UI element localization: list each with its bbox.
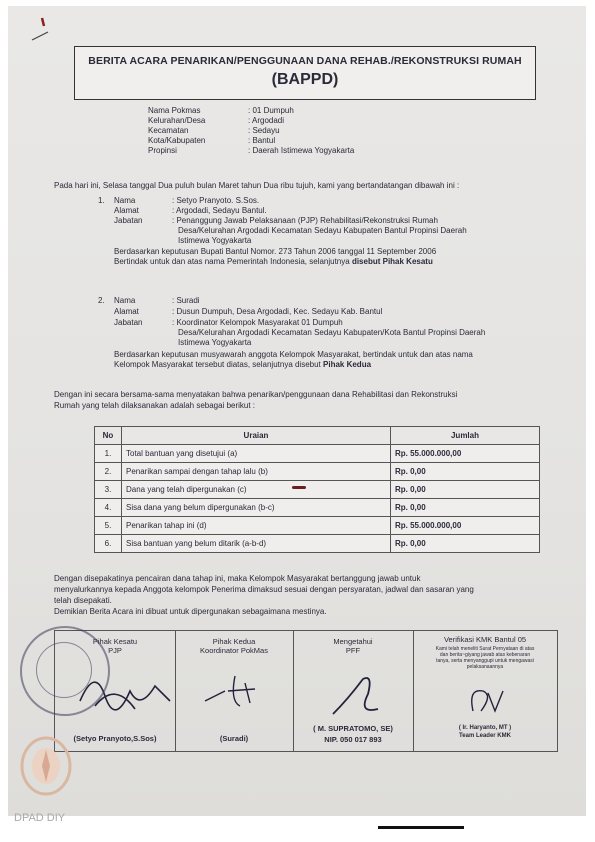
- signature-3-name: ( M. SUPRATOMO, SE): [313, 724, 393, 733]
- party-2-jabatan: : Koordinator Kelompok Masyarakat 01 Dumpuh: [172, 318, 343, 327]
- table-row: [95, 463, 540, 481]
- party-1: [98, 196, 558, 286]
- row-uraian: Total bantuan yang disetujui (a): [122, 445, 391, 463]
- title-box: [74, 46, 536, 100]
- party-2-nama-label: Nama: [114, 296, 136, 305]
- row-jumlah: Rp. 0,00: [391, 499, 540, 517]
- row-uraian: Sisa dana yang belum dipergunakan (b-c): [122, 499, 391, 517]
- signature-4-heading: Verifikasi KMK Bantul 05: [443, 635, 527, 644]
- signature-2-role: Koordinator PokMas: [200, 646, 268, 655]
- party-2-number: 2.: [98, 296, 105, 305]
- row-uraian: Dana yang telah dipergunakan (c): [122, 481, 391, 499]
- party-2-jabatan-2: Desa/Kelurahan Argodadi Kecamatan Sedayu Kabupaten/Kota Bantul Propinsi Daerah: [178, 328, 486, 337]
- closing-line-2: menyalurkannya kepada Anggota kelompok Penerima dimaksud sesuai dengan persyaratan, jadwal dan sasaran yang: [54, 585, 474, 594]
- closing-line-1: Dengan disepakatinya pencairan dana tahap ini, maka Kelompok Masyarakat bertanggung jawab untuk: [54, 574, 421, 583]
- party-2-alamat-label: Alamat: [114, 307, 139, 316]
- signature-2-title: Pihak Kedua: [212, 637, 256, 646]
- info-label-pokmas: Nama Pokmas: [148, 106, 201, 115]
- signature-4-statement: [419, 646, 551, 670]
- party-1-role: disebut Pihak Kesatu: [351, 257, 433, 266]
- table-row: [95, 481, 540, 499]
- signature-2-heading: [175, 637, 293, 655]
- party-1-alamat-label: Alamat: [114, 206, 139, 215]
- info-value-desa: : Argodadi: [248, 116, 285, 125]
- signature-3-nip: NIP. 050 017 893: [324, 735, 382, 744]
- signature-3-scribble: [323, 669, 393, 719]
- statement-line-2: Rumah yang telah dilaksanakan adalah sebagai berikut :: [54, 401, 256, 410]
- col-header-no: No: [95, 427, 122, 445]
- fund-table: [94, 426, 540, 553]
- info-value-kecamatan: : Sedayu: [248, 126, 280, 135]
- row-uraian: Penarikan sampai dengan tahap lalu (b): [122, 463, 391, 481]
- col-header-uraian: Uraian: [122, 427, 391, 445]
- intro-text: Pada hari ini, Selasa tanggal Dua puluh bulan Maret tahun Dua ribu tujuh, kami yang bertandatangan dibawah ini :: [54, 181, 460, 190]
- row-no: 1.: [95, 445, 122, 463]
- signature-verifikasi: [413, 631, 557, 751]
- signature-pihak-kedua: [175, 631, 294, 751]
- table-row: [95, 499, 540, 517]
- info-value-kabupaten: : Bantul: [248, 136, 276, 145]
- party-1-jabatan-3: Istimewa Yogyakarta: [178, 236, 252, 245]
- archive-logo-icon: [18, 732, 74, 804]
- party-2-basis-2: [114, 360, 371, 371]
- party-1-basis-2: [114, 257, 433, 268]
- info-value-propinsi: : Daerah Istimewa Yogyakarta: [248, 146, 355, 155]
- party-2: [98, 296, 558, 386]
- document-subtitle: (BAPPD): [271, 71, 339, 88]
- info-label-propinsi: Propinsi: [148, 146, 177, 155]
- table-header-row: [95, 427, 540, 445]
- stamp-inner-ring: [36, 642, 92, 698]
- signature-1-name: (Setyo Pranyoto,S.Sos): [73, 734, 157, 743]
- party-2-basis: Berdasarkan keputusan musyawarah anggota Kelompok Masyarakat, bertindak untuk dan atas nama: [114, 350, 473, 359]
- signature-4-scribble: [463, 683, 513, 717]
- party-1-number: 1.: [98, 196, 105, 205]
- row-jumlah: Rp. 55.000.000,00: [391, 445, 540, 463]
- row-jumlah: Rp. 0,00: [391, 535, 540, 553]
- signature-4-line-2: dan berita~giyang jawab atas kebenaran: [439, 652, 531, 658]
- party-1-jabatan-2: Desa/Kelurahan Argodadi Kecamatan Sedayu Kabupaten Bantul Propinsi Daerah: [178, 226, 467, 235]
- signature-4-role: Team Leader KMK: [459, 733, 511, 739]
- header-info: [148, 106, 408, 166]
- info-label-kabupaten: Kota/Kabupaten: [148, 136, 206, 145]
- signature-3-title: Mengetahui: [333, 637, 373, 646]
- party-2-jabatan-3: Istimewa Yogyakarta: [178, 338, 252, 347]
- table-row: [95, 535, 540, 553]
- document-page: [8, 6, 586, 816]
- party-1-alamat: : Argodadi, Sedayu Bantul.: [172, 206, 267, 215]
- party-1-nama: : Setyo Pranyoto. S.Sos.: [172, 196, 260, 205]
- signature-mengetahui: [293, 631, 414, 751]
- signature-4-line-3: tanya, serta menyanggupi untuk mengawasi: [436, 658, 534, 664]
- table-row: [95, 445, 540, 463]
- party-1-basis-2-text: Bertindak untuk dan atas nama Pemerintah Indonesia, selanjutnya: [114, 257, 352, 266]
- signature-3-heading: [293, 637, 413, 655]
- row-no: 3.: [95, 481, 122, 499]
- signature-4-line-1: Kami telah meneliti Surat Pernyataan di atas: [435, 646, 535, 652]
- row-uraian: Sisa bantuan yang belum ditarik (a-b-d): [122, 535, 391, 553]
- info-label-desa: Kelurahan/Desa: [148, 116, 206, 125]
- row-jumlah: Rp. 55.000.000,00: [391, 517, 540, 535]
- signature-1-role: PJP: [108, 646, 122, 655]
- party-1-basis: Berdasarkan keputusan Bupati Bantul Nomor. 273 Tahun 2006 tanggal 11 September 2006: [114, 247, 437, 256]
- watermark-label: DPAD DIY: [14, 812, 66, 824]
- ink-mark: [292, 486, 306, 489]
- signature-3-role: PFF: [345, 646, 361, 655]
- document-title: BERITA ACARA PENARIKAN/PENGGUNAAN DANA REHAB./REKONSTRUKSI RUMAH: [88, 55, 522, 67]
- signature-4-name: ( Ir. Haryanto, MT ): [458, 725, 512, 731]
- party-2-role: Pihak Kedua: [323, 360, 372, 369]
- signature-4-line-4: pelaksanaannya: [466, 664, 504, 670]
- signature-2-scribble: [200, 671, 270, 711]
- row-uraian: Penarikan tahap ini (d): [122, 517, 391, 535]
- party-2-nama: : Suradi: [172, 296, 200, 305]
- party-2-alamat: : Dusun Dumpuh, Desa Argodadi, Kec. Sedayu Kab. Bantul: [172, 307, 383, 316]
- party-1-jabatan-label: Jabatan: [114, 216, 143, 225]
- row-jumlah: Rp. 0,00: [391, 463, 540, 481]
- footer-bar: [378, 826, 464, 829]
- closing-line-3: telah disepakati.: [54, 596, 112, 605]
- signature-1-title: Pihak Kesatu: [92, 637, 138, 646]
- closing-line-4: Demikian Berita Acara ini dibuat untuk dipergunakan sebagaimana mestinya.: [54, 607, 327, 616]
- statement-line-1: Dengan ini secara bersama-sama menyatakan bahwa penarikan/penggunaan dana Rehabilitasi dan Rekonstruksi: [54, 390, 458, 399]
- party-2-basis-2-text: Kelompok Masyarakat tersebut diatas, selanjutnya disebut: [114, 360, 324, 369]
- col-header-jumlah: Jumlah: [391, 427, 540, 445]
- row-jumlah: Rp. 0,00: [391, 481, 540, 499]
- party-2-jabatan-label: Jabatan: [114, 318, 143, 327]
- signature-block: [54, 630, 558, 752]
- info-label-kecamatan: Kecamatan: [148, 126, 189, 135]
- table-row: [95, 517, 540, 535]
- info-value-pokmas: : 01 Dumpuh: [248, 106, 294, 115]
- official-stamp: [20, 626, 110, 716]
- signature-2-name: (Suradi): [219, 734, 249, 743]
- row-no: 2.: [95, 463, 122, 481]
- row-no: 6.: [95, 535, 122, 553]
- party-1-nama-label: Nama: [114, 196, 136, 205]
- row-no: 5.: [95, 517, 122, 535]
- party-1-jabatan: : Penanggung Jawab Pelaksanaan (PJP) Rehabilitasi/Rekonstruksi Rumah: [172, 216, 438, 225]
- corner-mark: [28, 14, 58, 42]
- row-no: 4.: [95, 499, 122, 517]
